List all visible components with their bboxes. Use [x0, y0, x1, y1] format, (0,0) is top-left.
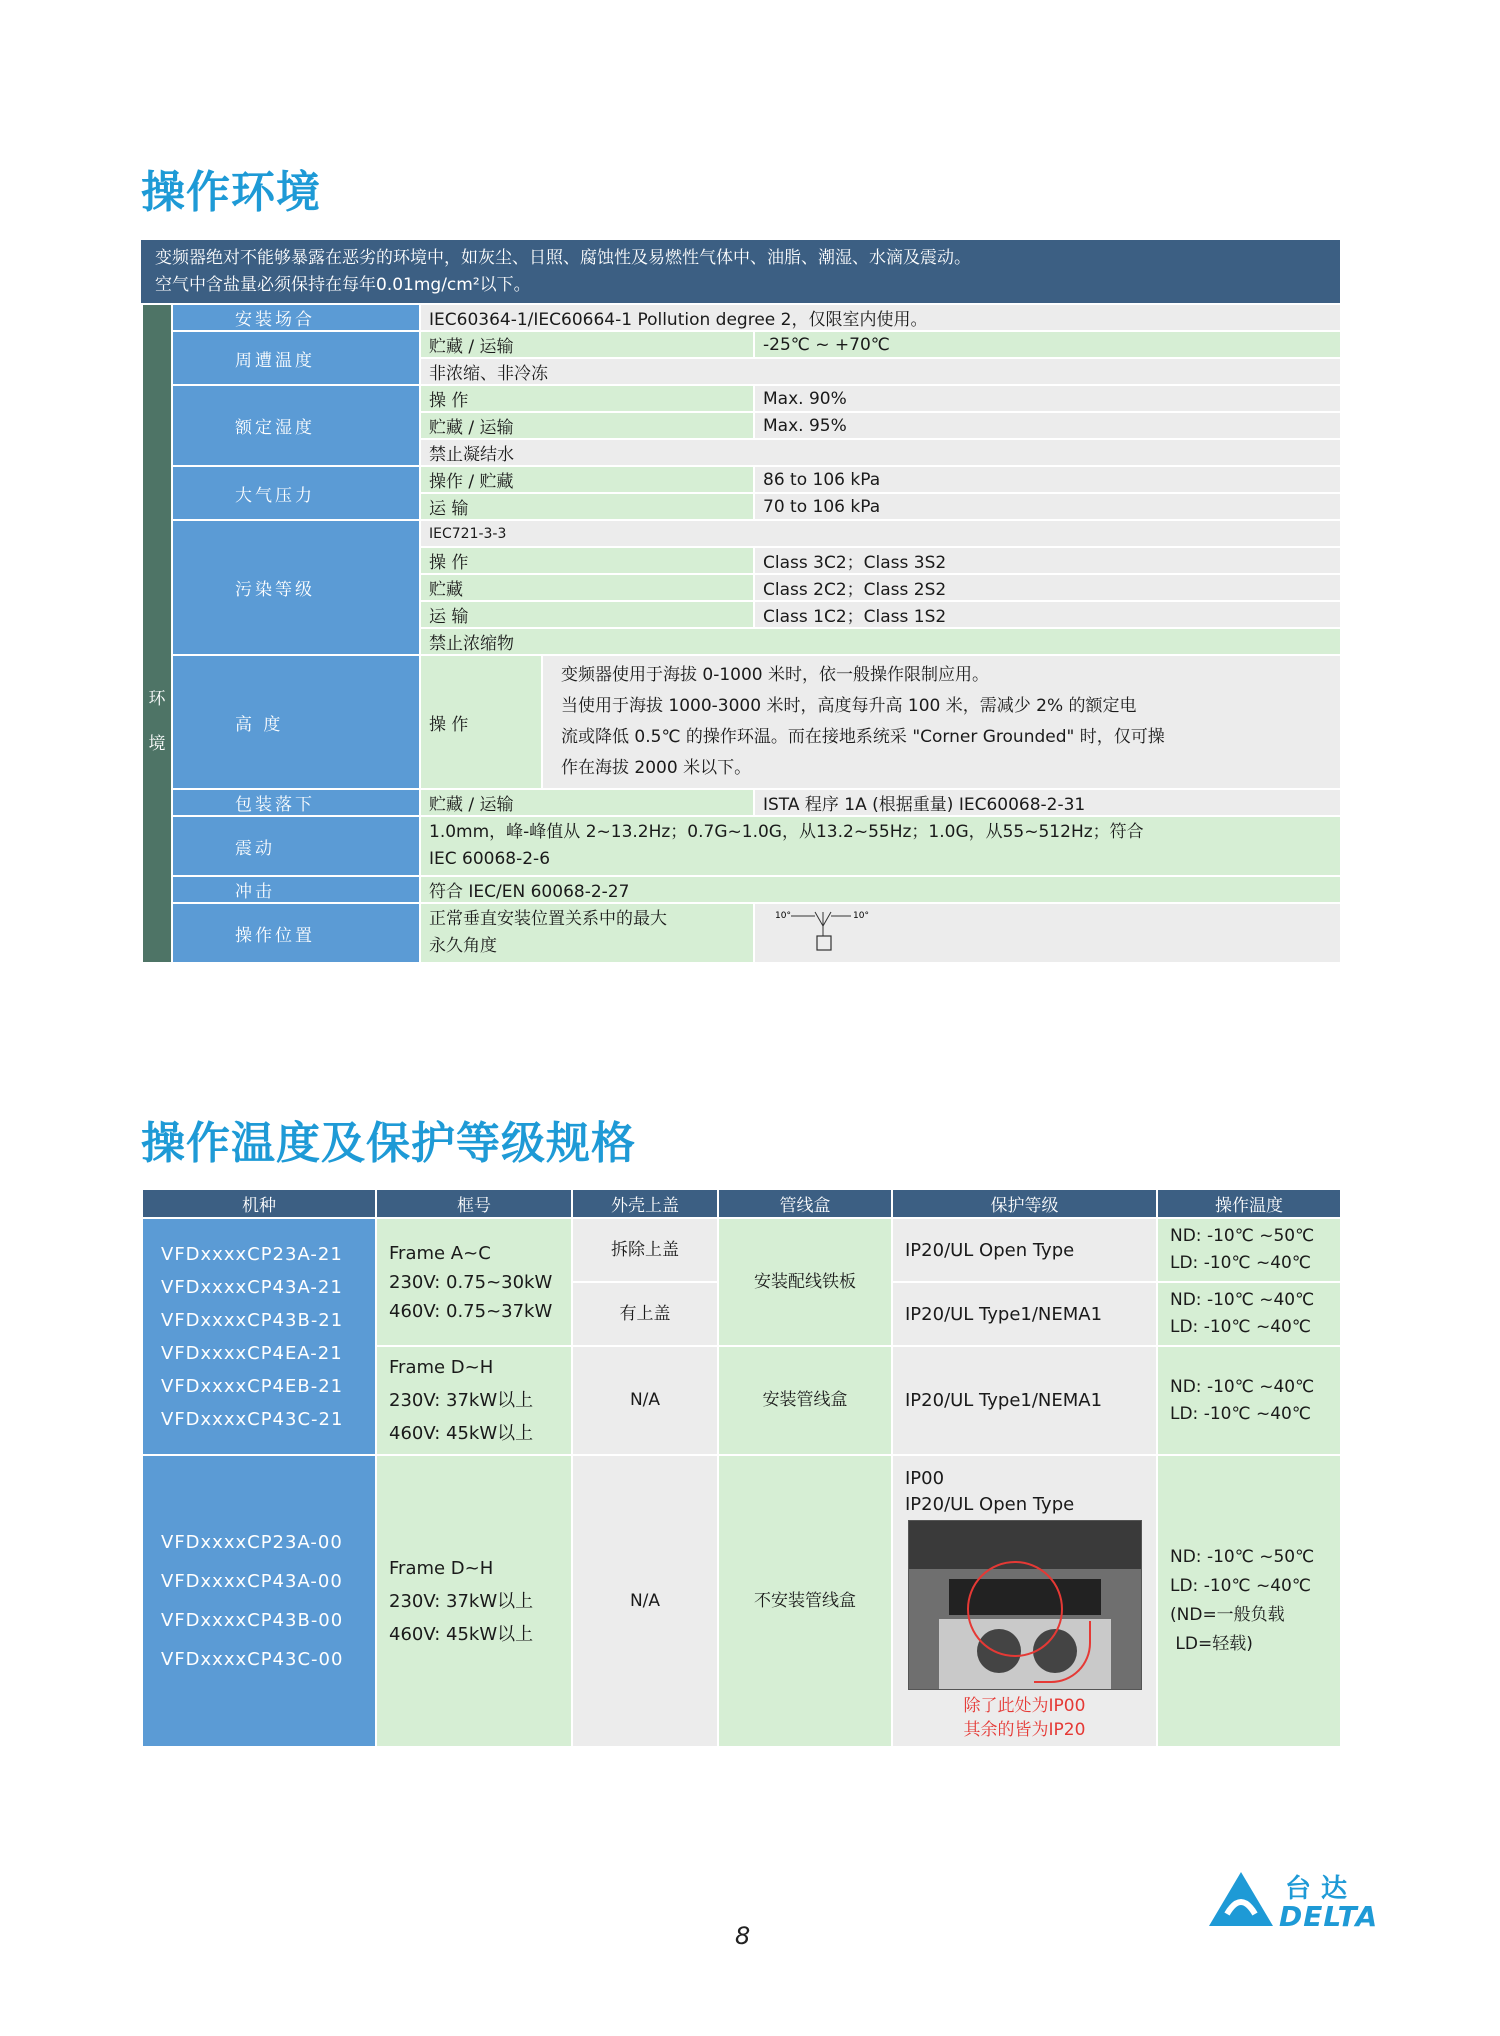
tilt-angle-diagram: [763, 906, 883, 956]
temp-row-3: [1157, 1346, 1341, 1455]
pollution-storage-key: 贮藏: [420, 574, 754, 601]
temp-line: ND: -10℃ ~40℃: [1170, 1376, 1315, 1397]
frame-line: 460V: 45kW以上: [389, 1623, 534, 1645]
delta-triangle-icon: [1207, 1868, 1275, 1930]
install-site-value: IEC60364-1/IEC60664-1 Pollution degree 2，仅限室内使用。: [420, 304, 1341, 331]
position-description: [420, 903, 754, 963]
position-diagram-cell: [754, 903, 1341, 963]
install-site-label: 安装场合: [172, 304, 420, 331]
pressure-label: 大气压力: [172, 466, 420, 520]
pollution-label: 污染等级: [172, 520, 420, 655]
temp-row-1: [1157, 1218, 1341, 1282]
drive-terminal-photo: [908, 1520, 1142, 1690]
humidity-storage-key: 贮藏 / 运输: [420, 412, 754, 439]
protection-open-type: IP20/UL Open Type: [892, 1218, 1157, 1282]
altitude-line-3: 流或降低 0.5℃ 的操作环温。而在接地系统采 "Corner Grounded" 时，仅可操: [561, 727, 1165, 747]
environment-banner: [141, 240, 1340, 303]
banner-line-2: 空气中含盐量必须保持在每年0.01mg/cm²以下。: [155, 275, 531, 295]
protection-open-type-2: IP20/UL Open Type: [905, 1494, 1075, 1515]
group2-models: [142, 1455, 376, 1747]
frame-line: 230V: 37kW以上: [389, 1590, 534, 1612]
altitude-description: [542, 655, 1341, 789]
header-frame: 框号: [376, 1189, 572, 1218]
vibration-label: 震动: [172, 816, 420, 876]
logo-en: DELTA: [1279, 1900, 1379, 1933]
humidity-storage-value: Max. 95%: [754, 412, 1341, 439]
model-item: VFDxxxxCP4EA-21: [161, 1342, 343, 1364]
model-item: VFDxxxxCP43A-21: [161, 1276, 343, 1298]
altitude-key: 操 作: [420, 655, 542, 789]
page-number: 8: [735, 1922, 751, 1950]
frame-a-c: [376, 1218, 572, 1346]
spec-table: [141, 1188, 1342, 1748]
protection-type1: IP20/UL Type1/NEMA1: [892, 1282, 1157, 1346]
pollution-op-value: Class 3C2；Class 3S2: [754, 547, 1341, 574]
package-drop-value: ISTA 程序 1A (根据重量) IEC60068-2-31: [754, 789, 1341, 816]
model-item: VFDxxxxCP4EB-21: [161, 1375, 344, 1397]
header-protection: 保护等级: [892, 1189, 1157, 1218]
header-cover: 外壳上盖: [572, 1189, 718, 1218]
frame-line: Frame D~H: [389, 1357, 494, 1378]
model-item: VFDxxxxCP43B-00: [161, 1610, 344, 1631]
pollution-op-key: 操 作: [420, 547, 754, 574]
temp-line: ND: -10℃ ~50℃: [1170, 1226, 1315, 1246]
cover-na: N/A: [572, 1346, 718, 1455]
logo-cn: 台达: [1285, 1874, 1358, 1904]
banner-line-1: 变频器绝对不能够暴露在恶劣的环境中，如灰尘、日照、腐蚀性及易燃性气体中、油脂、潮湿、水滴及震动。: [155, 248, 971, 268]
humidity-label: 额定湿度: [172, 385, 420, 466]
temp-line: LD: -10℃ ~40℃: [1170, 1253, 1311, 1273]
vibration-line-2: IEC 60068-2-6: [429, 849, 551, 869]
pollution-storage-value: Class 2C2；Class 2S2: [754, 574, 1341, 601]
ambient-temp-note: 非浓缩、非冷冻: [420, 358, 1341, 385]
temp-line: LD=轻载): [1170, 1634, 1253, 1654]
frame-line: 230V: 37kW以上: [389, 1390, 534, 1411]
temp-row-2: [1157, 1282, 1341, 1346]
vibration-value: [420, 816, 1341, 876]
package-drop-label: 包装落下: [172, 789, 420, 816]
photo-note-line-2: 其余的皆为IP20: [963, 1720, 1086, 1740]
conduit-box: 安装管线盒: [718, 1346, 892, 1455]
altitude-label: 高 度: [172, 655, 420, 789]
section-title-temperature-protection: 操作温度及保护等级规格: [141, 1118, 636, 1169]
frame-line: Frame A~C: [389, 1242, 491, 1264]
drive-box-icon: [817, 936, 831, 950]
pressure-transport-value: 70 to 106 kPa: [754, 493, 1341, 520]
frame-d-h: [376, 1346, 572, 1455]
group1-models: [142, 1218, 376, 1455]
ambient-temp-label: 周遭温度: [172, 331, 420, 385]
model-item: VFDxxxxCP43C-21: [161, 1408, 344, 1430]
environment-table: [141, 240, 1340, 964]
shock-label: 冲击: [172, 876, 420, 903]
model-item: VFDxxxxCP43B-21: [161, 1309, 344, 1331]
altitude-line-1: 变频器使用于海拔 0-1000 米时，依一般操作限制应用。: [561, 665, 990, 685]
side-char-2: 境: [148, 733, 166, 754]
frame-line: 460V: 0.75~37kW: [389, 1300, 553, 1322]
frame-line: 460V: 45kW以上: [389, 1423, 534, 1444]
temp-line: LD: -10℃ ~40℃: [1170, 1317, 1311, 1337]
pressure-op-key: 操作 / 贮藏: [420, 466, 754, 493]
ambient-temp-value: -25℃ ~ +70℃: [754, 331, 1341, 358]
shock-value: 符合 IEC/EN 60068-2-27: [420, 876, 1341, 903]
model-item: VFDxxxxCP23A-21: [161, 1243, 343, 1265]
no-conduit-box: 不安装管线盒: [718, 1455, 892, 1747]
temp-line: LD: -10℃ ~40℃: [1170, 1576, 1311, 1596]
altitude-line-4: 作在海拔 2000 米以下。: [561, 758, 752, 778]
pressure-transport-key: 运 输: [420, 493, 754, 520]
environment-side-label: [142, 304, 172, 963]
conduit-plate: 安装配线铁板: [718, 1218, 892, 1346]
temp-line: (ND=一般负载: [1170, 1605, 1285, 1625]
frame-line: 230V: 0.75~30kW: [389, 1271, 553, 1293]
angle-left-label: 10°: [775, 910, 791, 921]
temp-line: LD: -10℃ ~40℃: [1170, 1403, 1311, 1424]
altitude-line-2: 当使用于海拔 1000-3000 米时，高度每升高 100 米，需减少 2% 的额定电: [561, 696, 1137, 716]
delta-logo: [1207, 1868, 1379, 1933]
protection-type1-b: IP20/UL Type1/NEMA1: [892, 1346, 1157, 1455]
model-item: VFDxxxxCP43A-00: [161, 1571, 343, 1592]
temp-line: ND: -10℃ ~50℃: [1170, 1547, 1315, 1567]
pollution-transport-key: 运 输: [420, 601, 754, 628]
protection-ip00-cell: [892, 1455, 1157, 1747]
position-label: 操作位置: [172, 903, 420, 963]
cover-on: 有上盖: [572, 1282, 718, 1346]
pollution-standard: IEC721-3-3: [420, 520, 1341, 547]
pressure-op-value: 86 to 106 kPa: [754, 466, 1341, 493]
side-char-1: 环: [148, 688, 166, 709]
humidity-op-value: Max. 90%: [754, 385, 1341, 412]
humidity-note: 禁止凝结水: [420, 439, 1341, 466]
angle-right-label: 10°: [853, 910, 869, 921]
humidity-op-key: 操 作: [420, 385, 754, 412]
photo-note-line-1: 除了此处为IP00: [963, 1696, 1086, 1716]
position-line-2: 永久角度: [429, 936, 497, 956]
protection-ip00: IP00: [905, 1468, 945, 1489]
cover-removed: 拆除上盖: [572, 1218, 718, 1282]
model-item: VFDxxxxCP43C-00: [161, 1649, 344, 1670]
position-line-1: 正常垂直安装位置关系中的最大: [429, 909, 667, 929]
ambient-temp-key: 贮藏 / 运输: [420, 331, 754, 358]
pollution-note: 禁止浓缩物: [420, 628, 1341, 655]
model-item: VFDxxxxCP23A-00: [161, 1532, 343, 1553]
package-drop-key: 贮藏 / 运输: [420, 789, 754, 816]
temp-row-4: [1157, 1455, 1341, 1747]
pollution-transport-value: Class 1C2；Class 1S2: [754, 601, 1341, 628]
header-temperature: 操作温度: [1157, 1189, 1341, 1218]
header-conduit: 管线盒: [718, 1189, 892, 1218]
frame-d-h-2: [376, 1455, 572, 1747]
cover-na-2: N/A: [572, 1455, 718, 1747]
vibration-line-1: 1.0mm，峰-峰值从 2~13.2Hz；0.7G~1.0G，从13.2~55Hz；1.0G，从55~512Hz；符合: [429, 822, 1144, 842]
frame-line: Frame D~H: [389, 1557, 494, 1579]
header-model: 机种: [142, 1189, 376, 1218]
temp-line: ND: -10℃ ~40℃: [1170, 1290, 1315, 1310]
section-title-environment: 操作环境: [141, 167, 321, 218]
